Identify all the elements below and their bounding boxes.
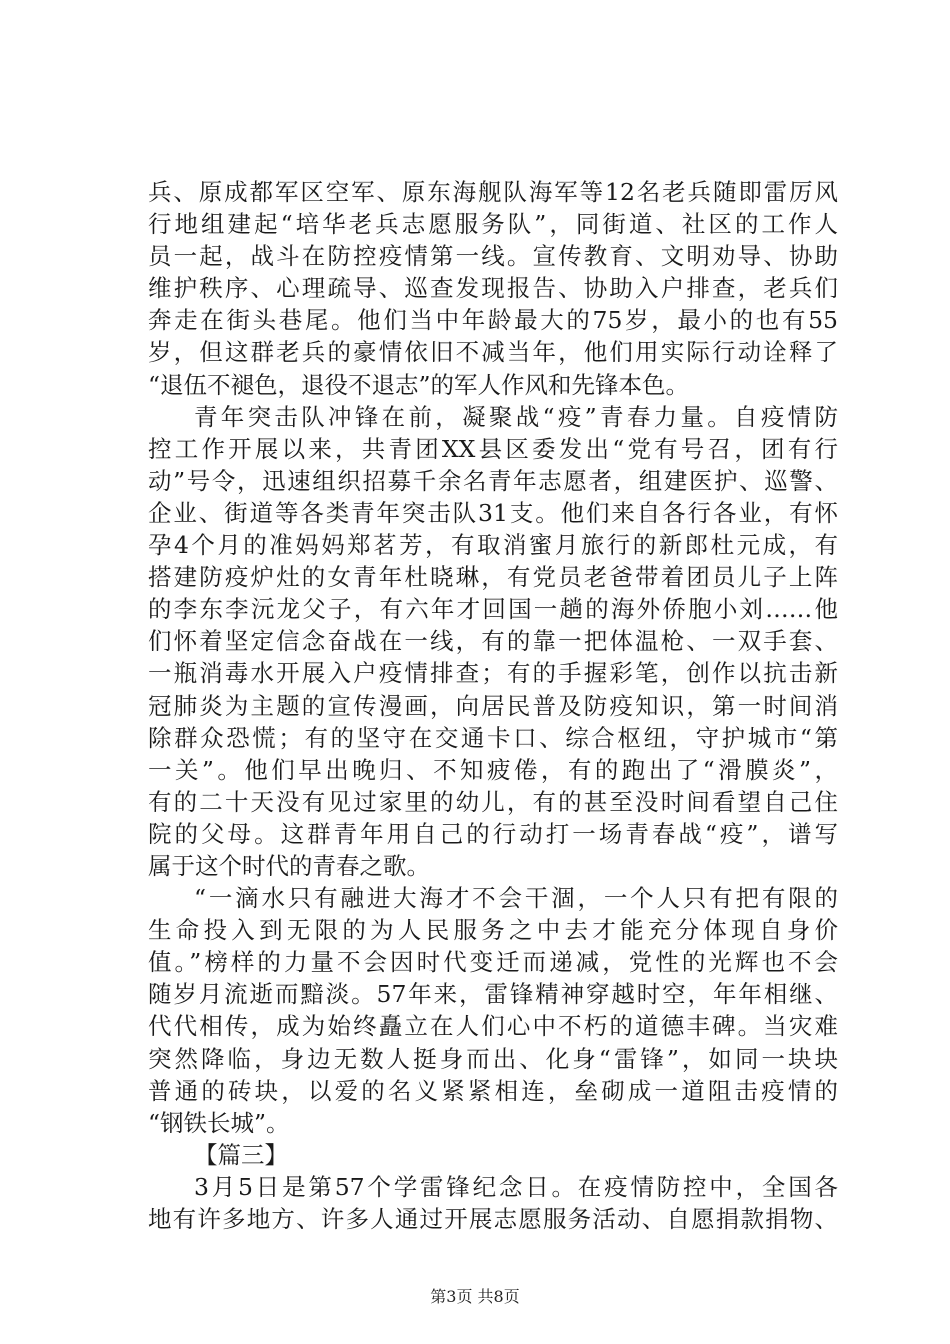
text-line: 孕4个月的准妈妈郑茗芳，有取消蜜月旅行的新郎杜元成，有	[148, 531, 838, 560]
text-line: 的李东李沅龙父子，有六年才回国一趟的海外侨胞小刘……他	[148, 595, 838, 624]
text-line: 奔走在街头巷尾。他们当中年龄最大的75岁，最小的也有55	[148, 306, 838, 335]
text-line: 行地组建起“培华老兵志愿服务队”，同街道、社区的工作人	[148, 210, 838, 239]
text-line: 随岁月流逝而黯淡。57年来，雷锋精神穿越时空，年年相继、	[148, 980, 838, 1009]
page-footer: 第3页 共8页	[430, 1287, 520, 1306]
text-line: 一瓶消毒水开展入户疫情排查；有的手握彩笔，创作以抗击新	[148, 659, 838, 688]
text-line: 企业、街道等各类青年突击队31支。他们来自各行各业，有怀	[148, 498, 838, 527]
text-line: 属于这个时代的青春之歌。	[148, 851, 430, 880]
text-line: 们怀着坚定信念奋战在一线，有的靠一把体温枪、一双手套、	[148, 627, 838, 656]
text-line: 控工作开展以来，共青团XX县区委发出“党有号召，团有行	[148, 434, 838, 463]
text-line: 3月5日是第57个学雷锋纪念日。在疫情防控中，全国各	[194, 1172, 838, 1201]
text-line: 青年突击队冲锋在前，凝聚战“疫”青春力量。自疫情防	[194, 402, 838, 431]
text-line: 地有许多地方、许多人通过开展志愿服务活动、自愿捐款捐物、	[148, 1205, 838, 1233]
text-line: 员一起，战斗在防控疫情第一线。宣传教育、文明劝导、协助	[148, 242, 838, 271]
text-line: 维护秩序、心理疏导、巡查发现报告、协助入户排查，老兵们	[148, 274, 838, 303]
text-line: “钢铁长城”。	[148, 1108, 290, 1137]
text-line: 动”号令，迅速组织招募千余名青年志愿者，组建医护、巡警、	[148, 466, 838, 495]
text-line: 生命投入到无限的为人民服务之中去才能充分体现自身价	[148, 916, 838, 945]
text-line: 突然降临，身边无数人挺身而出、化身“雷锋”，如同一块块	[148, 1044, 838, 1073]
text-line: 有的二十天没有见过家里的幼儿，有的甚至没时间看望自己住	[148, 787, 838, 816]
document-body	[148, 176, 838, 1235]
text-line: 岁，但这群老兵的豪情依旧不减当年，他们用实际行动诠释了	[148, 338, 838, 367]
text-line: “一滴水只有融进大海才不会干涸，一个人只有把有限的	[194, 884, 838, 913]
text-line: 兵、原成都军区空军、原东海舰队海军等12名老兵随即雷厉风	[148, 178, 838, 206]
text-line: 普通的砖块，以爱的名义紧紧相连，垒砌成一道阻击疫情的	[148, 1076, 838, 1105]
text-line: “退伍不褪色，退役不退志”的军人作风和先锋本色。	[148, 370, 690, 399]
text-line: 一关”。他们早出晚归、不知疲倦，有的跑出了“滑膜炎”，	[148, 755, 838, 784]
text-line: 代代相传，成为始终矗立在人们心中不朽的道德丰碑。当灾难	[148, 1012, 838, 1041]
section-heading: 【篇三】	[194, 1140, 288, 1169]
text-line: 搭建防疫炉灶的女青年杜晓琳，有党员老爸带着团员儿子上阵	[148, 563, 838, 592]
text-line: 冠肺炎为主题的宣传漫画，向居民普及防疫知识，第一时间消	[148, 691, 838, 720]
text-line: 院的父母。这群青年用自己的行动打一场青春战“疫”，谱写	[148, 819, 838, 848]
text-line: 除群众恐慌；有的坚守在交通卡口、综合枢纽，守护城市“第	[148, 723, 838, 752]
text-line: 值。”榜样的力量不会因时代变迁而递减，党性的光辉也不会	[148, 948, 838, 977]
